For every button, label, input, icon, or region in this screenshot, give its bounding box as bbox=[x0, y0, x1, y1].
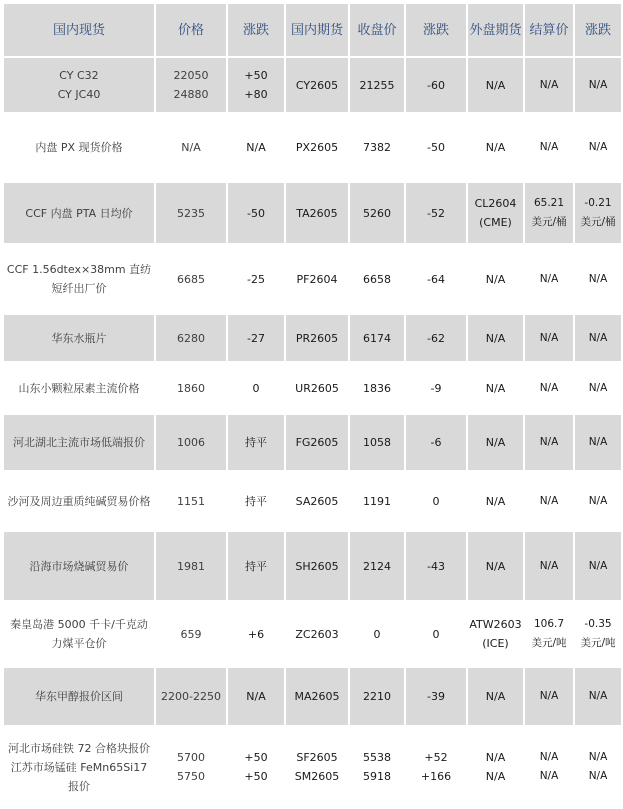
cell-foreign-future-line: N/A bbox=[485, 381, 506, 395]
cell-settle-change bbox=[574, 531, 622, 601]
cell-future bbox=[285, 601, 349, 667]
cell-settle-line: N/A bbox=[539, 494, 559, 507]
cell-foreign-future-line: N/A bbox=[485, 559, 506, 573]
cell-settle-change-line: -0.35 bbox=[584, 618, 612, 630]
cell-foreign-future-line: (CME) bbox=[479, 216, 512, 229]
cell-foreign-future bbox=[467, 601, 524, 667]
cell-change-line: +50 bbox=[244, 69, 268, 82]
table-row bbox=[3, 531, 622, 601]
cell-settle-change-line: N/A bbox=[588, 770, 608, 782]
cell-close bbox=[349, 244, 405, 314]
cell-close-line: 7382 bbox=[363, 141, 391, 154]
cell-settle-line: N/A bbox=[539, 272, 559, 285]
cell-future-change-line: 0 bbox=[432, 627, 440, 641]
price-table bbox=[2, 2, 623, 809]
header-foreign-future: 外盘期货 bbox=[467, 3, 524, 57]
cell-settle-change-line: N/A bbox=[588, 559, 608, 572]
cell-foreign-future-line: N/A bbox=[485, 436, 506, 449]
cell-future-change-line: -60 bbox=[427, 78, 445, 92]
cell-foreign-future-line: N/A bbox=[485, 78, 506, 92]
cell-settle-line: N/A bbox=[539, 141, 559, 153]
cell-foreign-future bbox=[467, 113, 524, 182]
cell-settle-change-line: N/A bbox=[588, 141, 608, 153]
cell-settle-change-line: N/A bbox=[588, 272, 608, 285]
table-row bbox=[3, 314, 622, 362]
cell-close bbox=[349, 362, 405, 414]
cell-spot bbox=[3, 414, 155, 471]
cell-spot-line: 沿海市场烧碱贸易价 bbox=[29, 559, 129, 573]
cell-price bbox=[155, 726, 227, 808]
cell-future-change-line: -6 bbox=[430, 436, 442, 449]
cell-change bbox=[227, 182, 285, 244]
cell-spot-line: 江苏市场锰硅 FeMn65Si17 bbox=[10, 760, 148, 774]
cell-close-line: 2210 bbox=[363, 690, 391, 703]
cell-close bbox=[349, 471, 405, 531]
cell-foreign-future-line: N/A bbox=[485, 141, 506, 154]
table-body bbox=[3, 57, 622, 808]
cell-close-line: 5260 bbox=[363, 206, 391, 220]
cell-settle-change-line: -0.21 bbox=[584, 197, 612, 209]
cell-price-line: 1860 bbox=[177, 381, 205, 395]
cell-change-line: 持平 bbox=[245, 436, 267, 449]
cell-future-line: PR2605 bbox=[295, 331, 339, 345]
cell-spot-line: 力煤平仓价 bbox=[51, 637, 107, 650]
cell-future-line: SH2605 bbox=[295, 559, 339, 573]
cell-settle bbox=[524, 601, 574, 667]
cell-spot-line: 秦皇岛港 5000 千卡/千克动 bbox=[10, 618, 148, 631]
cell-change-line: -27 bbox=[247, 331, 265, 345]
cell-spot bbox=[3, 314, 155, 362]
cell-settle bbox=[524, 667, 574, 726]
cell-price-line: 1981 bbox=[177, 559, 205, 573]
cell-future-line: MA2605 bbox=[294, 690, 340, 703]
cell-spot-line: 山东小颗粒尿素主流价格 bbox=[18, 381, 140, 395]
cell-future-line: SF2605 bbox=[296, 751, 338, 764]
cell-change bbox=[227, 244, 285, 314]
cell-price bbox=[155, 182, 227, 244]
cell-price-line: 5750 bbox=[177, 770, 205, 783]
cell-price-line: 5235 bbox=[177, 206, 205, 220]
cell-settle-line: N/A bbox=[539, 770, 559, 782]
cell-spot bbox=[3, 113, 155, 182]
cell-change-line: +50 bbox=[244, 751, 268, 764]
cell-price-line: N/A bbox=[181, 141, 201, 154]
cell-spot bbox=[3, 601, 155, 667]
cell-settle-change bbox=[574, 414, 622, 471]
cell-future-change-line: 0 bbox=[432, 494, 440, 508]
cell-settle bbox=[524, 314, 574, 362]
cell-future-change bbox=[405, 414, 467, 471]
cell-settle-line: N/A bbox=[539, 690, 559, 702]
cell-settle-change bbox=[574, 726, 622, 808]
cell-future-line: SM2605 bbox=[294, 770, 340, 783]
cell-price bbox=[155, 244, 227, 314]
cell-settle-line: 106.7 bbox=[533, 618, 565, 630]
cell-future-change bbox=[405, 57, 467, 113]
cell-settle-change-line: 美元/吨 bbox=[580, 637, 616, 649]
cell-change bbox=[227, 726, 285, 808]
cell-future-change bbox=[405, 667, 467, 726]
cell-spot-line: CCF 内盘 PTA 日均价 bbox=[25, 206, 133, 220]
cell-close-line: 1058 bbox=[363, 436, 391, 449]
table-row bbox=[3, 57, 622, 113]
cell-close-line: 1191 bbox=[363, 494, 391, 508]
cell-close bbox=[349, 726, 405, 808]
cell-spot bbox=[3, 726, 155, 808]
cell-change bbox=[227, 531, 285, 601]
cell-future-change-line: -50 bbox=[427, 141, 445, 154]
cell-future-line: TA2605 bbox=[296, 206, 338, 220]
cell-close-line: 21255 bbox=[359, 78, 395, 92]
header-close: 收盘价 bbox=[349, 3, 405, 57]
cell-change-line: N/A bbox=[246, 141, 266, 154]
cell-change-line: 0 bbox=[252, 381, 260, 395]
cell-settle-change bbox=[574, 314, 622, 362]
cell-close-line: 2124 bbox=[363, 559, 391, 573]
table-row bbox=[3, 362, 622, 414]
cell-spot-line: 沙河及周边重质纯碱贸易价格 bbox=[7, 494, 151, 508]
table-row bbox=[3, 244, 622, 314]
cell-foreign-future bbox=[467, 57, 524, 113]
cell-spot-line: 内盘 PX 现货价格 bbox=[35, 141, 123, 154]
cell-settle bbox=[524, 531, 574, 601]
cell-settle-change-line: N/A bbox=[588, 751, 608, 763]
cell-settle bbox=[524, 414, 574, 471]
cell-future-line: SA2605 bbox=[295, 494, 339, 508]
cell-spot-line: 华东甲醇报价区间 bbox=[35, 690, 123, 703]
cell-change-line: 持平 bbox=[245, 494, 267, 508]
cell-spot-line: CCF 1.56dtex×38mm 直纺 bbox=[6, 263, 152, 276]
cell-future-line: UR2605 bbox=[295, 381, 339, 395]
cell-close bbox=[349, 57, 405, 113]
cell-foreign-future bbox=[467, 471, 524, 531]
table-row bbox=[3, 113, 622, 182]
cell-settle bbox=[524, 113, 574, 182]
table-row bbox=[3, 667, 622, 726]
cell-change-line: N/A bbox=[246, 690, 266, 703]
cell-future-change bbox=[405, 531, 467, 601]
cell-future-change-line: +166 bbox=[420, 770, 452, 783]
cell-future-line: PF2604 bbox=[296, 272, 338, 286]
cell-future-change bbox=[405, 471, 467, 531]
cell-future-line: FG2605 bbox=[295, 436, 339, 449]
cell-future-change bbox=[405, 362, 467, 414]
cell-close bbox=[349, 182, 405, 244]
cell-close bbox=[349, 314, 405, 362]
cell-settle-line: N/A bbox=[539, 559, 559, 572]
cell-settle-line: 美元/吨 bbox=[531, 637, 567, 649]
cell-price-line: 6280 bbox=[177, 331, 205, 345]
cell-price-line: 659 bbox=[180, 627, 202, 641]
cell-change bbox=[227, 471, 285, 531]
cell-future bbox=[285, 414, 349, 471]
cell-spot bbox=[3, 57, 155, 113]
cell-foreign-future bbox=[467, 531, 524, 601]
cell-future bbox=[285, 726, 349, 808]
cell-price-line: 1006 bbox=[177, 436, 205, 449]
cell-price bbox=[155, 601, 227, 667]
cell-settle-change-line: N/A bbox=[588, 381, 608, 394]
cell-future bbox=[285, 362, 349, 414]
cell-spot-line: 河北市场硅铁 72 合格块报价 bbox=[8, 741, 150, 755]
cell-change bbox=[227, 57, 285, 113]
cell-close bbox=[349, 531, 405, 601]
cell-settle-change-line: 美元/桶 bbox=[580, 216, 616, 228]
cell-future-change bbox=[405, 314, 467, 362]
cell-spot bbox=[3, 362, 155, 414]
cell-price-line: 2200-2250 bbox=[161, 690, 221, 703]
cell-price bbox=[155, 113, 227, 182]
cell-change-line: -50 bbox=[247, 206, 265, 220]
cell-future-change bbox=[405, 726, 467, 808]
cell-price-line: 1151 bbox=[177, 494, 205, 508]
header-row bbox=[3, 3, 622, 57]
cell-settle-change bbox=[574, 601, 622, 667]
cell-close-line: 0 bbox=[373, 627, 381, 641]
cell-settle-change-line: N/A bbox=[588, 78, 608, 91]
cell-foreign-future-line: (ICE) bbox=[482, 637, 509, 650]
cell-foreign-future-line: N/A bbox=[485, 751, 506, 764]
header-price: 价格 bbox=[155, 3, 227, 57]
cell-settle-line: N/A bbox=[539, 381, 559, 394]
cell-spot bbox=[3, 471, 155, 531]
header-change: 涨跌 bbox=[227, 3, 285, 57]
cell-settle-change-line: N/A bbox=[588, 690, 608, 702]
cell-settle-change bbox=[574, 244, 622, 314]
cell-settle-line: N/A bbox=[539, 436, 559, 448]
cell-future-change-line: +52 bbox=[424, 751, 448, 764]
cell-close-line: 6658 bbox=[363, 272, 391, 286]
cell-future bbox=[285, 113, 349, 182]
cell-future-change-line: -9 bbox=[430, 381, 442, 395]
cell-settle bbox=[524, 471, 574, 531]
cell-spot-line: CY JC40 bbox=[57, 88, 101, 101]
cell-settle-change-line: N/A bbox=[588, 331, 608, 344]
cell-price bbox=[155, 362, 227, 414]
cell-settle-change bbox=[574, 57, 622, 113]
cell-close bbox=[349, 667, 405, 726]
table-row bbox=[3, 414, 622, 471]
cell-foreign-future-line: N/A bbox=[485, 690, 506, 703]
cell-future-change-line: -52 bbox=[427, 206, 445, 220]
cell-price bbox=[155, 667, 227, 726]
cell-change bbox=[227, 414, 285, 471]
cell-future bbox=[285, 667, 349, 726]
cell-future bbox=[285, 531, 349, 601]
cell-future-change bbox=[405, 113, 467, 182]
cell-future bbox=[285, 314, 349, 362]
cell-spot-line: CY C32 bbox=[59, 69, 99, 82]
cell-close-line: 5918 bbox=[363, 770, 391, 783]
cell-future-change-line: -62 bbox=[427, 331, 445, 345]
header-future-change: 涨跌 bbox=[405, 3, 467, 57]
cell-close bbox=[349, 113, 405, 182]
cell-future bbox=[285, 57, 349, 113]
cell-future-line: CY2605 bbox=[295, 78, 339, 92]
cell-close bbox=[349, 601, 405, 667]
cell-foreign-future-line: N/A bbox=[485, 494, 506, 508]
cell-settle-line: N/A bbox=[539, 331, 559, 344]
header-settle-change: 涨跌 bbox=[574, 3, 622, 57]
cell-settle-change-line: N/A bbox=[588, 494, 608, 507]
cell-price bbox=[155, 471, 227, 531]
cell-foreign-future bbox=[467, 244, 524, 314]
cell-settle bbox=[524, 57, 574, 113]
header-future: 国内期货 bbox=[285, 3, 349, 57]
cell-close-line: 5538 bbox=[363, 751, 391, 764]
table-row bbox=[3, 726, 622, 808]
cell-foreign-future-line: N/A bbox=[485, 272, 506, 286]
cell-future-change bbox=[405, 601, 467, 667]
cell-foreign-future-line: N/A bbox=[485, 770, 506, 783]
table-row bbox=[3, 182, 622, 244]
cell-spot bbox=[3, 531, 155, 601]
table-row bbox=[3, 471, 622, 531]
header-settle: 结算价 bbox=[524, 3, 574, 57]
cell-spot-line: 华东水瓶片 bbox=[51, 331, 107, 345]
cell-price bbox=[155, 314, 227, 362]
cell-settle-change bbox=[574, 182, 622, 244]
cell-price-line: 22050 bbox=[173, 69, 209, 82]
cell-change-line: -25 bbox=[247, 272, 265, 286]
cell-price bbox=[155, 57, 227, 113]
table-row bbox=[3, 601, 622, 667]
cell-future-line: ZC2603 bbox=[295, 627, 339, 641]
cell-foreign-future-line: N/A bbox=[485, 331, 506, 345]
header-spot: 国内现货 bbox=[3, 3, 155, 57]
cell-settle-change bbox=[574, 362, 622, 414]
cell-spot bbox=[3, 667, 155, 726]
cell-settle-line: 65.21 bbox=[533, 197, 565, 209]
cell-future-change-line: -39 bbox=[427, 690, 445, 703]
cell-future-change bbox=[405, 182, 467, 244]
cell-spot-line: 报价 bbox=[68, 779, 90, 793]
cell-change-line: +50 bbox=[244, 770, 268, 783]
cell-foreign-future bbox=[467, 182, 524, 244]
cell-change bbox=[227, 601, 285, 667]
cell-future bbox=[285, 182, 349, 244]
cell-settle bbox=[524, 182, 574, 244]
cell-price-line: 24880 bbox=[173, 88, 209, 101]
cell-future-line: PX2605 bbox=[295, 141, 339, 154]
cell-close-line: 1836 bbox=[363, 381, 391, 395]
cell-change-line: +80 bbox=[244, 88, 268, 101]
cell-foreign-future bbox=[467, 314, 524, 362]
cell-change bbox=[227, 667, 285, 726]
cell-future-change bbox=[405, 244, 467, 314]
cell-change bbox=[227, 362, 285, 414]
cell-foreign-future bbox=[467, 414, 524, 471]
cell-settle-change bbox=[574, 113, 622, 182]
cell-spot bbox=[3, 182, 155, 244]
cell-settle-change bbox=[574, 667, 622, 726]
cell-foreign-future bbox=[467, 362, 524, 414]
cell-settle bbox=[524, 726, 574, 808]
cell-price-line: 6685 bbox=[177, 272, 205, 286]
cell-spot-line: 短纤出厂价 bbox=[51, 282, 107, 295]
cell-future-change-line: -43 bbox=[427, 559, 445, 573]
cell-settle-line: N/A bbox=[539, 751, 559, 763]
cell-future-change-line: -64 bbox=[427, 272, 445, 286]
cell-future bbox=[285, 471, 349, 531]
cell-close-line: 6174 bbox=[363, 331, 391, 345]
cell-change bbox=[227, 314, 285, 362]
cell-close bbox=[349, 414, 405, 471]
cell-price-line: 5700 bbox=[177, 751, 205, 764]
cell-change-line: 持平 bbox=[245, 559, 267, 573]
cell-settle-line: N/A bbox=[539, 78, 559, 91]
cell-spot bbox=[3, 244, 155, 314]
cell-settle bbox=[524, 244, 574, 314]
cell-spot-line: 河北湖北主流市场低端报价 bbox=[13, 436, 145, 449]
cell-future bbox=[285, 244, 349, 314]
cell-price bbox=[155, 414, 227, 471]
cell-settle-line: 美元/桶 bbox=[531, 216, 567, 228]
cell-change-line: +6 bbox=[247, 627, 265, 641]
cell-foreign-future bbox=[467, 667, 524, 726]
cell-foreign-future bbox=[467, 726, 524, 808]
cell-settle-change bbox=[574, 471, 622, 531]
cell-settle bbox=[524, 362, 574, 414]
cell-price bbox=[155, 531, 227, 601]
cell-settle-change-line: N/A bbox=[588, 436, 608, 448]
cell-foreign-future-line: CL2604 bbox=[474, 197, 517, 210]
cell-change bbox=[227, 113, 285, 182]
cell-foreign-future-line: ATW2603 bbox=[469, 618, 522, 631]
